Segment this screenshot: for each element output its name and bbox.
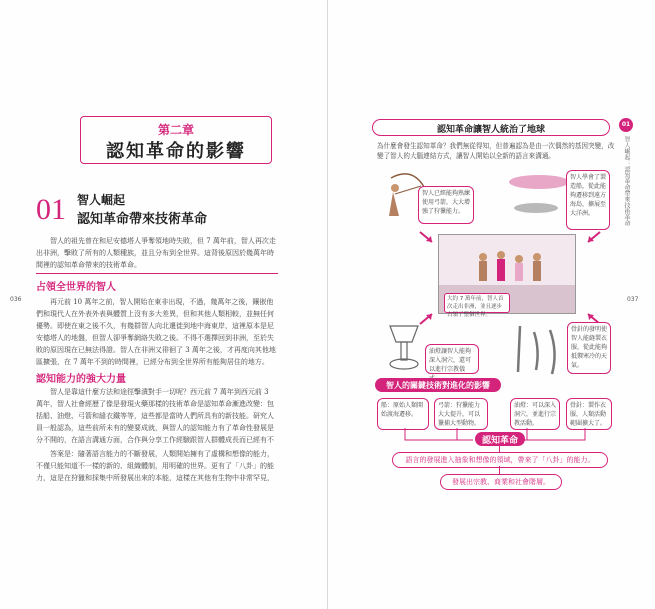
caption-center-box	[444, 293, 510, 318]
paragraph-3: 答案是：隨著語言能力的不斷發展，人類開始擁有了虛構和想像的能力，不僅只能知道不一樣的新的、組織體制，用明確的世界。更有了「八卦」的能力，這是在狩獵和採集中所發展出來的本能，這樣在其他有生物中非常罕見，	[36, 450, 274, 482]
subheading-1: 占領全世界的智人	[36, 282, 116, 293]
section-number: 01	[36, 193, 66, 226]
boat-illustration	[504, 170, 574, 220]
chapter-header-box	[80, 116, 272, 164]
chapter-title: 認知革命的影響	[106, 141, 246, 162]
page-number-right: 037	[627, 296, 639, 303]
chapter-label: 第二章	[157, 123, 194, 137]
effect-box-2	[434, 398, 488, 430]
lamp-illustration	[384, 322, 424, 376]
core-label: 認知革命	[481, 436, 518, 446]
caption-archer-box	[418, 186, 474, 224]
influence-title-bar	[375, 378, 501, 392]
result-2: 發展出宗教、商業和社會階層。	[452, 478, 550, 486]
paragraph-1: 再元前 10 萬年之前，智人開始在東非出現，不過，幾萬年之後，鑲嵌他們和現代人在外表外表與體質上沒有多大差異，但和其他人類相較，並無任何優勢。即使在東之後不久，有幾群智人向北遷徙到地中海東岸，這裡原本是尼安德塔人的地盤，但智人卻爭奪網絡失敗之後。不得不選擇回到非洲，至於失敗的原因現在已無法得證。智人在非洲又徘徊了 3 萬年之後，才再度向其他地區擴張，在 7 萬年不到的時間裡，已經分布到全世界所有能夠居住的地方。	[36, 298, 276, 366]
influence-title: 智人的關鍵技術對進化的影響	[386, 381, 490, 390]
caption-boat: 智人學會了製造船，從此能夠遷移到遠方海島，擴展至大洋洲。	[570, 174, 607, 217]
result-2-box	[440, 474, 562, 490]
right-intro: 為什麼會發生認知革命？我們無從得知，但普遍認為是由一次偶然的基因突變，改變了智人的大腦連結方式，讓智人開始以全新的語言來溝通。	[377, 142, 615, 160]
core-label-pill	[475, 432, 525, 446]
caption-needles-box	[567, 322, 611, 374]
section-intro: 智人的祖先曾在和尼安德塔人爭奪領地時失敗，但 7 萬年前，智人再次走出非洲，擊敗了所有的人類種族，並且分布到全世界。這背後原因於幾萬年時間裡的認知革命帶來的技術革命。	[36, 237, 276, 269]
banner	[372, 119, 610, 136]
side-tab-text: 智人崛起：認知革命帶來技術革命	[623, 136, 630, 226]
effect-box-4	[566, 398, 612, 430]
result-1-box	[392, 452, 608, 468]
caption-needles: 骨針的發明使智人能縫製衣服，從此能夠抵禦寒冷的天氣。	[571, 326, 608, 369]
connector-down-2	[499, 466, 500, 474]
side-tab-number: 01	[621, 121, 631, 128]
side-tab-number-badge	[619, 118, 633, 132]
caption-center: 大約 7 萬年前，智人首次走出非洲，並且逐步占領了整個世界。	[447, 296, 504, 318]
caption-archer: 智人已經能夠熟練使用弓箭，大大增強了狩獵能力。	[422, 190, 471, 215]
divider	[36, 273, 278, 274]
bone-needles-illustration	[510, 322, 570, 378]
caption-lamp: 油燈讓智人能夠深入洞穴，還可以進行宗教儀	[429, 348, 472, 373]
effect-text-2: 弓箭：狩獵能力大大提升，可以獵捕大型動物。	[438, 402, 481, 427]
effect-text-3: 油燈：可以深入洞穴，並進行宗教活動。	[514, 402, 557, 427]
effect-box-1	[377, 398, 429, 430]
banner-title: 認知革命讓智人統治了地球	[436, 125, 545, 135]
effect-text-1: 船：原始人類開始渡海遷移。	[381, 402, 424, 418]
paragraph-2: 智人是靠這什麼方法和途徑擊潰對手一切呢？西元前 7 萬年到西元前 3 萬年，智人社會經歷了像是發現火藥那樣的技術革命是認知革命漸進改變：包括船、油燈、弓箭和縫衣鐵等等，這些都是當時人們所具有的新技能。研究人員一般認為，這些前所未有的變要成就，與智人的認知能力有了革命性發展是分不開的，在語言溝通方面，合作與分享工作經驗跟智人群體成長而已經有不	[36, 388, 274, 444]
caption-boat-box	[566, 170, 610, 230]
caption-lamp-box	[425, 344, 479, 374]
page-number-left: 036	[10, 296, 22, 303]
subheading-2: 認知能力的強大力量	[36, 374, 126, 385]
section-title-2: 認知革命帶來技術革命	[77, 212, 208, 227]
effect-box-3	[510, 398, 560, 430]
result-1: 語言的發展進入抽象和想像的領域，帶來了「八卦」的能力。	[405, 456, 595, 464]
effect-text-4: 骨針：製作衣服，人類活動範圍擴大了。	[570, 402, 607, 427]
section-title-1: 智人崛起	[77, 193, 126, 207]
